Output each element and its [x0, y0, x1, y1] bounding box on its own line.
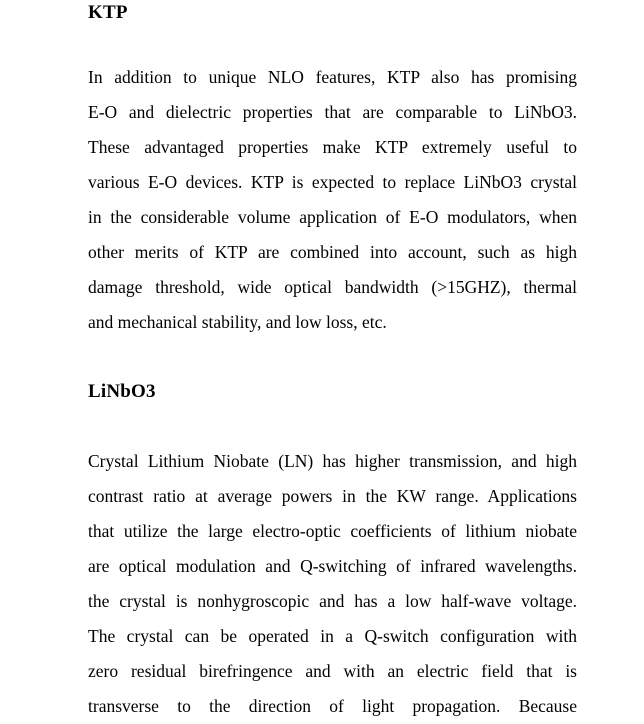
text-line: The crystal can be operated in a Q-switch configuration with — [88, 626, 577, 646]
text-line: Crystal Lithium Niobate (LN) has higher transmission, and high — [88, 451, 577, 471]
paragraph-ktp — [88, 60, 577, 340]
text-line: These advantaged properties make KTP extremely useful to — [88, 137, 577, 157]
text-line: various E-O devices. KTP is expected to replace LiNbO3 crystal — [88, 172, 577, 192]
text-line: and mechanical stability, and low loss, etc. — [88, 312, 387, 332]
text-line: E-O and dielectric properties that are comparable to LiNbO3. — [88, 102, 577, 122]
heading-linbo3: LiNbO3 — [88, 381, 156, 402]
text-line: In addition to unique NLO features, KTP also has promising — [88, 67, 577, 87]
text-line: in the considerable volume application of E-O modulators, when — [88, 207, 577, 227]
text-line: are optical modulation and Q-switching of infrared wavelengths. — [88, 556, 577, 576]
text-line: damage threshold, wide optical bandwidth (>15GHZ), thermal — [88, 277, 577, 297]
heading-ktp: KTP — [88, 2, 128, 23]
text-line: transverse to the direction of light propagation. Because — [88, 696, 577, 716]
text-line: that utilize the large electro-optic coefficients of lithium niobate — [88, 521, 577, 541]
text-line: zero residual birefringence and with an electric field that is — [88, 661, 577, 681]
paragraph-linbo3 — [88, 444, 577, 724]
text-line: the crystal is nonhygroscopic and has a low half-wave voltage. — [88, 591, 577, 611]
text-line: contrast ratio at average powers in the KW range. Applications — [88, 486, 577, 506]
text-line: other merits of KTP are combined into account, such as high — [88, 242, 577, 262]
